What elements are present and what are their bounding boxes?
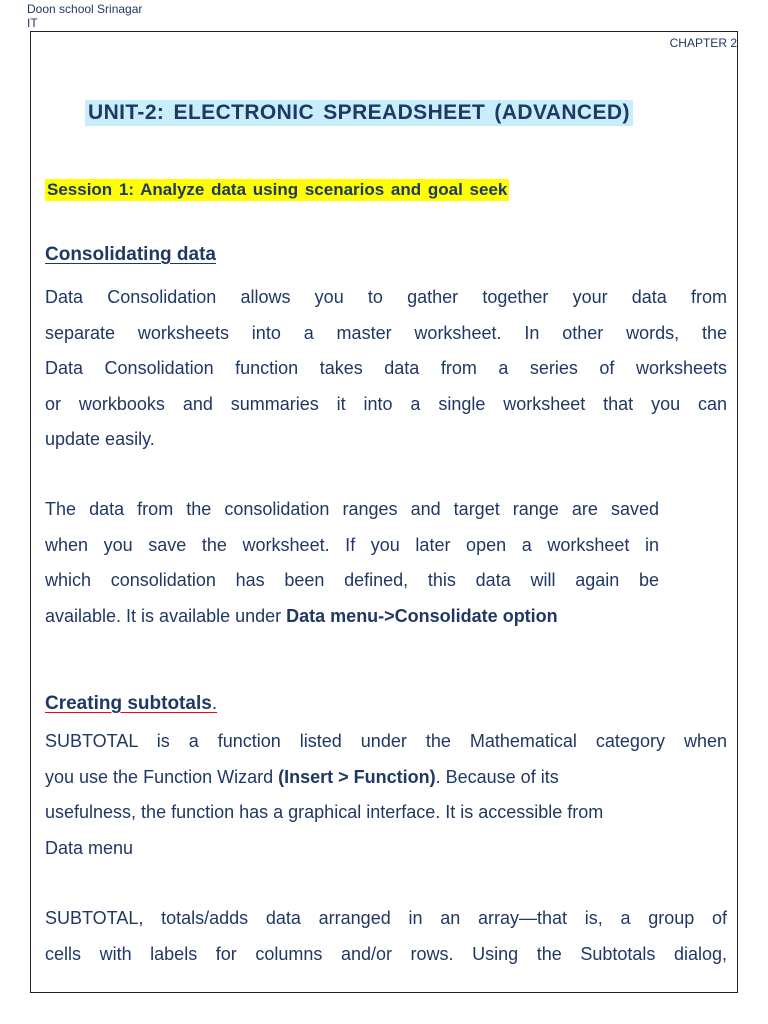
paragraph-consolidation-intro (45, 280, 727, 458)
page-frame (30, 31, 738, 993)
chapter-label: CHAPTER 2 (669, 36, 737, 50)
paragraph-subtotal-description (45, 901, 727, 972)
text-line: which consolidation has been defined, this data will again be (45, 570, 659, 590)
text-line: Data Consolidation function takes data from a series of worksheets (45, 358, 727, 378)
text-line: Data Consolidation allows you to gather together your data from (45, 287, 727, 307)
text-line: SUBTOTAL, totals/adds data arranged in an array—that is, a group of (45, 908, 727, 928)
menu-path-insert-function: (Insert > Function) (278, 766, 436, 787)
subject-name: IT (27, 16, 38, 30)
menu-path-consolidate: Data menu->Consolidate option (286, 605, 558, 626)
text-span: available. It is available under (45, 605, 287, 626)
text-line: The data from the consolidation ranges and target range are saved (45, 499, 659, 519)
text-line: cells with labels for columns and/or rows. Using the Subtotals dialog, (45, 943, 727, 964)
text-line: update easily. (45, 429, 155, 449)
text-line: separate worksheets into a master worksheet. In other words, the (45, 322, 727, 343)
text-line (45, 760, 727, 796)
heading-period: . (211, 693, 218, 714)
text-line: usefulness, the function has a graphical interface. It is accessible from (45, 802, 604, 822)
document-header (27, 2, 142, 30)
text-span: . Because of its (435, 766, 559, 787)
text-line: SUBTOTAL is a function listed under the Mathematical category when (45, 731, 727, 751)
unit-title: UNIT-2: ELECTRONIC SPREADSHEET (ADVANCED) (85, 100, 633, 126)
school-name: Doon school Srinagar (27, 2, 143, 16)
heading-text: Creating subtotals (45, 693, 212, 714)
text-line: when you save the worksheet. If you later open a worksheet in (45, 534, 659, 555)
text-line: Data menu (45, 837, 134, 858)
text-span: you use the Function Wizard (45, 766, 279, 787)
session-title: Session 1: Analyze data using scenarios and goal seek (47, 180, 508, 199)
text-line: or workbooks and summaries it into a single worksheet that you can (45, 393, 727, 414)
heading-creating-subtotals (45, 693, 217, 715)
paragraph-subtotal-function (45, 724, 727, 866)
text-line (45, 599, 659, 635)
heading-consolidating-data: Consolidating data (45, 244, 216, 265)
paragraph-consolidation-saving (45, 492, 659, 634)
